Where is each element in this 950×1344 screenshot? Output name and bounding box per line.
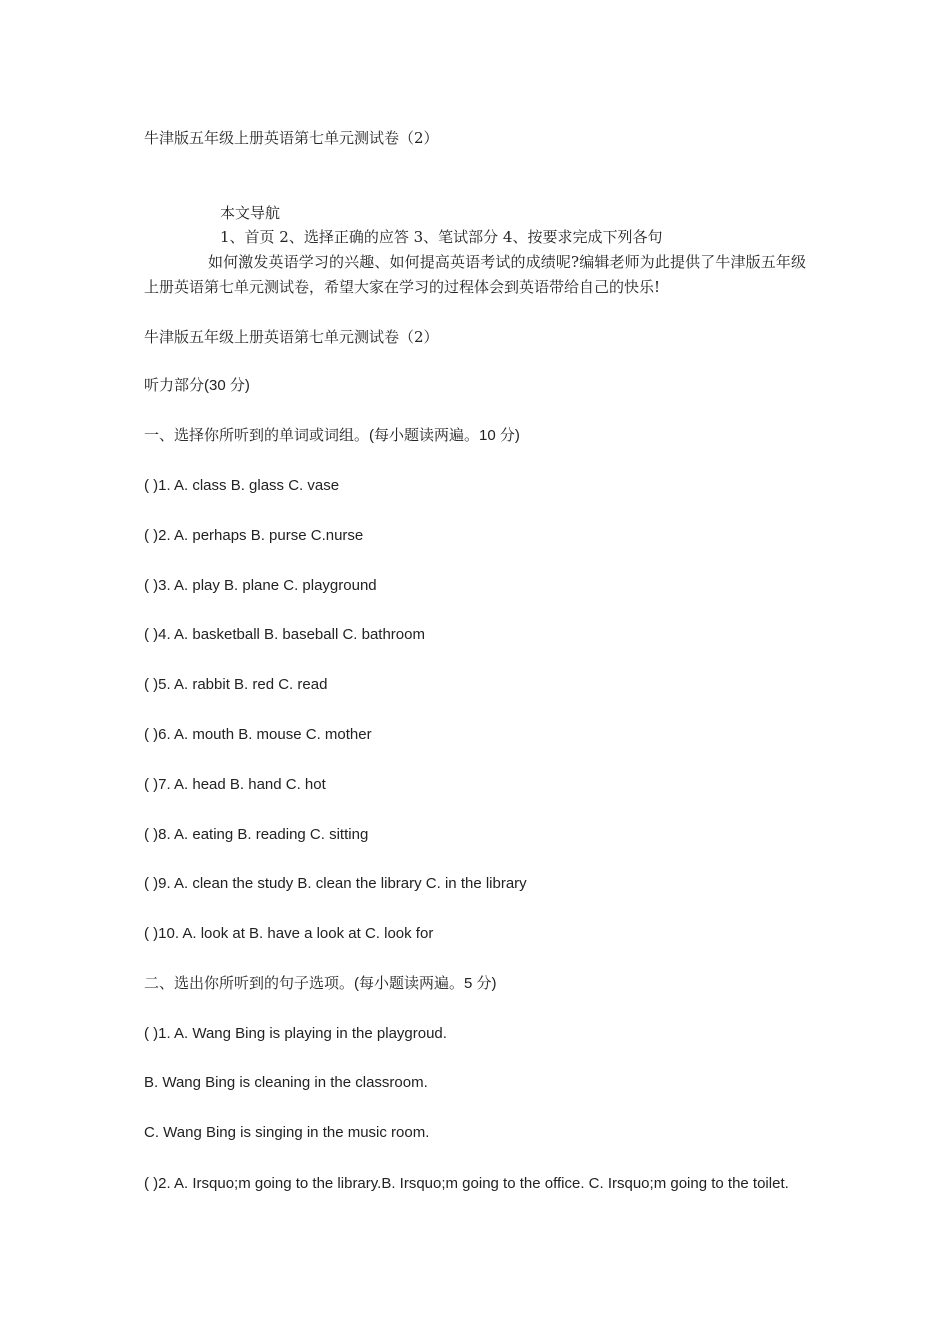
question-item: ( )4. A. basketball B. baseball C. bathroom <box>144 626 425 643</box>
listening-heading: 听力部分(30 分) <box>144 377 250 394</box>
nav-items: 1、首页 2、选择正确的应答 3、笔试部分 4、按要求完成下列各句 <box>220 228 663 246</box>
question-item: ( )10. A. look at B. have a look at C. look for <box>144 925 434 942</box>
intro-paragraph: 如何激发英语学习的兴趣、如何提高英语考试的成绩呢?编辑老师为此提供了牛津版五年级上册英语第七单元测试卷，希望大家在学习的过程体会到英语带给自己的快乐! <box>144 253 806 296</box>
question-item: ( )1. A. class B. glass C. vase <box>144 477 340 494</box>
section2-heading: 二、选出你所听到的句子选项。(每小题读两遍。5 分) <box>144 975 497 992</box>
question-item: C. Wang Bing is singing in the music room. <box>144 1124 430 1141</box>
document-subtitle: 牛津版五年级上册英语第七单元测试卷（2） <box>144 328 439 346</box>
question-item: ( )2. A. perhaps B. purse C.nurse <box>144 527 364 544</box>
question-item: ( )7. A. head B. hand C. hot <box>144 776 326 793</box>
question-item: ( )2. A. Irsquo;m going to the library.B. Irsquo;m going to the office. C. Irsquo;m going to the toilet. <box>144 1175 789 1192</box>
question-item: ( )9. A. clean the study B. clean the library C. in the library <box>144 875 527 892</box>
question-item: ( )1. A. Wang Bing is playing in the playgroud. <box>144 1025 447 1042</box>
nav-heading: 本文导航 <box>220 204 281 222</box>
document-title: 牛津版五年级上册英语第七单元测试卷（2） <box>144 129 439 147</box>
question-item: B. Wang Bing is cleaning in the classroom. <box>144 1074 428 1091</box>
question-item: ( )8. A. eating B. reading C. sitting <box>144 826 369 843</box>
question-item: ( )5. A. rabbit B. red C. read <box>144 676 328 693</box>
question-item: ( )6. A. mouth B. mouse C. mother <box>144 726 372 743</box>
question-item: ( )3. A. play B. plane C. playground <box>144 577 377 594</box>
section1-heading: 一、选择你所听到的单词或词组。(每小题读两遍。10 分) <box>144 427 520 444</box>
